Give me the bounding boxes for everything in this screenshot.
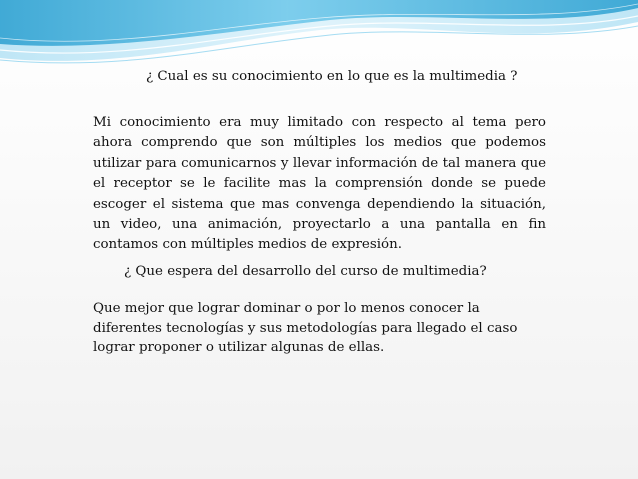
answer-1: Mi conocimiento era muy limitado con respecto al tema pero ahora comprendo que son múltiples los medios que podemos utilizar para comunicarnos y llevar información de tal manera que el receptor se le facilite mas la comprensión donde se puede escoger el sistema que mas convenga dependiendo la situación, un video, una animación, proyectarlo a una pantalla en fin contamos con múltiples medios de expresión.	[93, 115, 546, 253]
question-1: ¿ Cual es su conocimiento en lo que es la multimedia ?	[146, 69, 518, 84]
answer-2: Que mejor que lograr dominar o por lo menos conocer la diferentes tecnologías y sus metodologías para llegado el caso lograr proponer o utilizar algunas de ellas.	[93, 301, 518, 355]
question-2: ¿ Que espera del desarrollo del curso de multimedia?	[124, 264, 487, 279]
